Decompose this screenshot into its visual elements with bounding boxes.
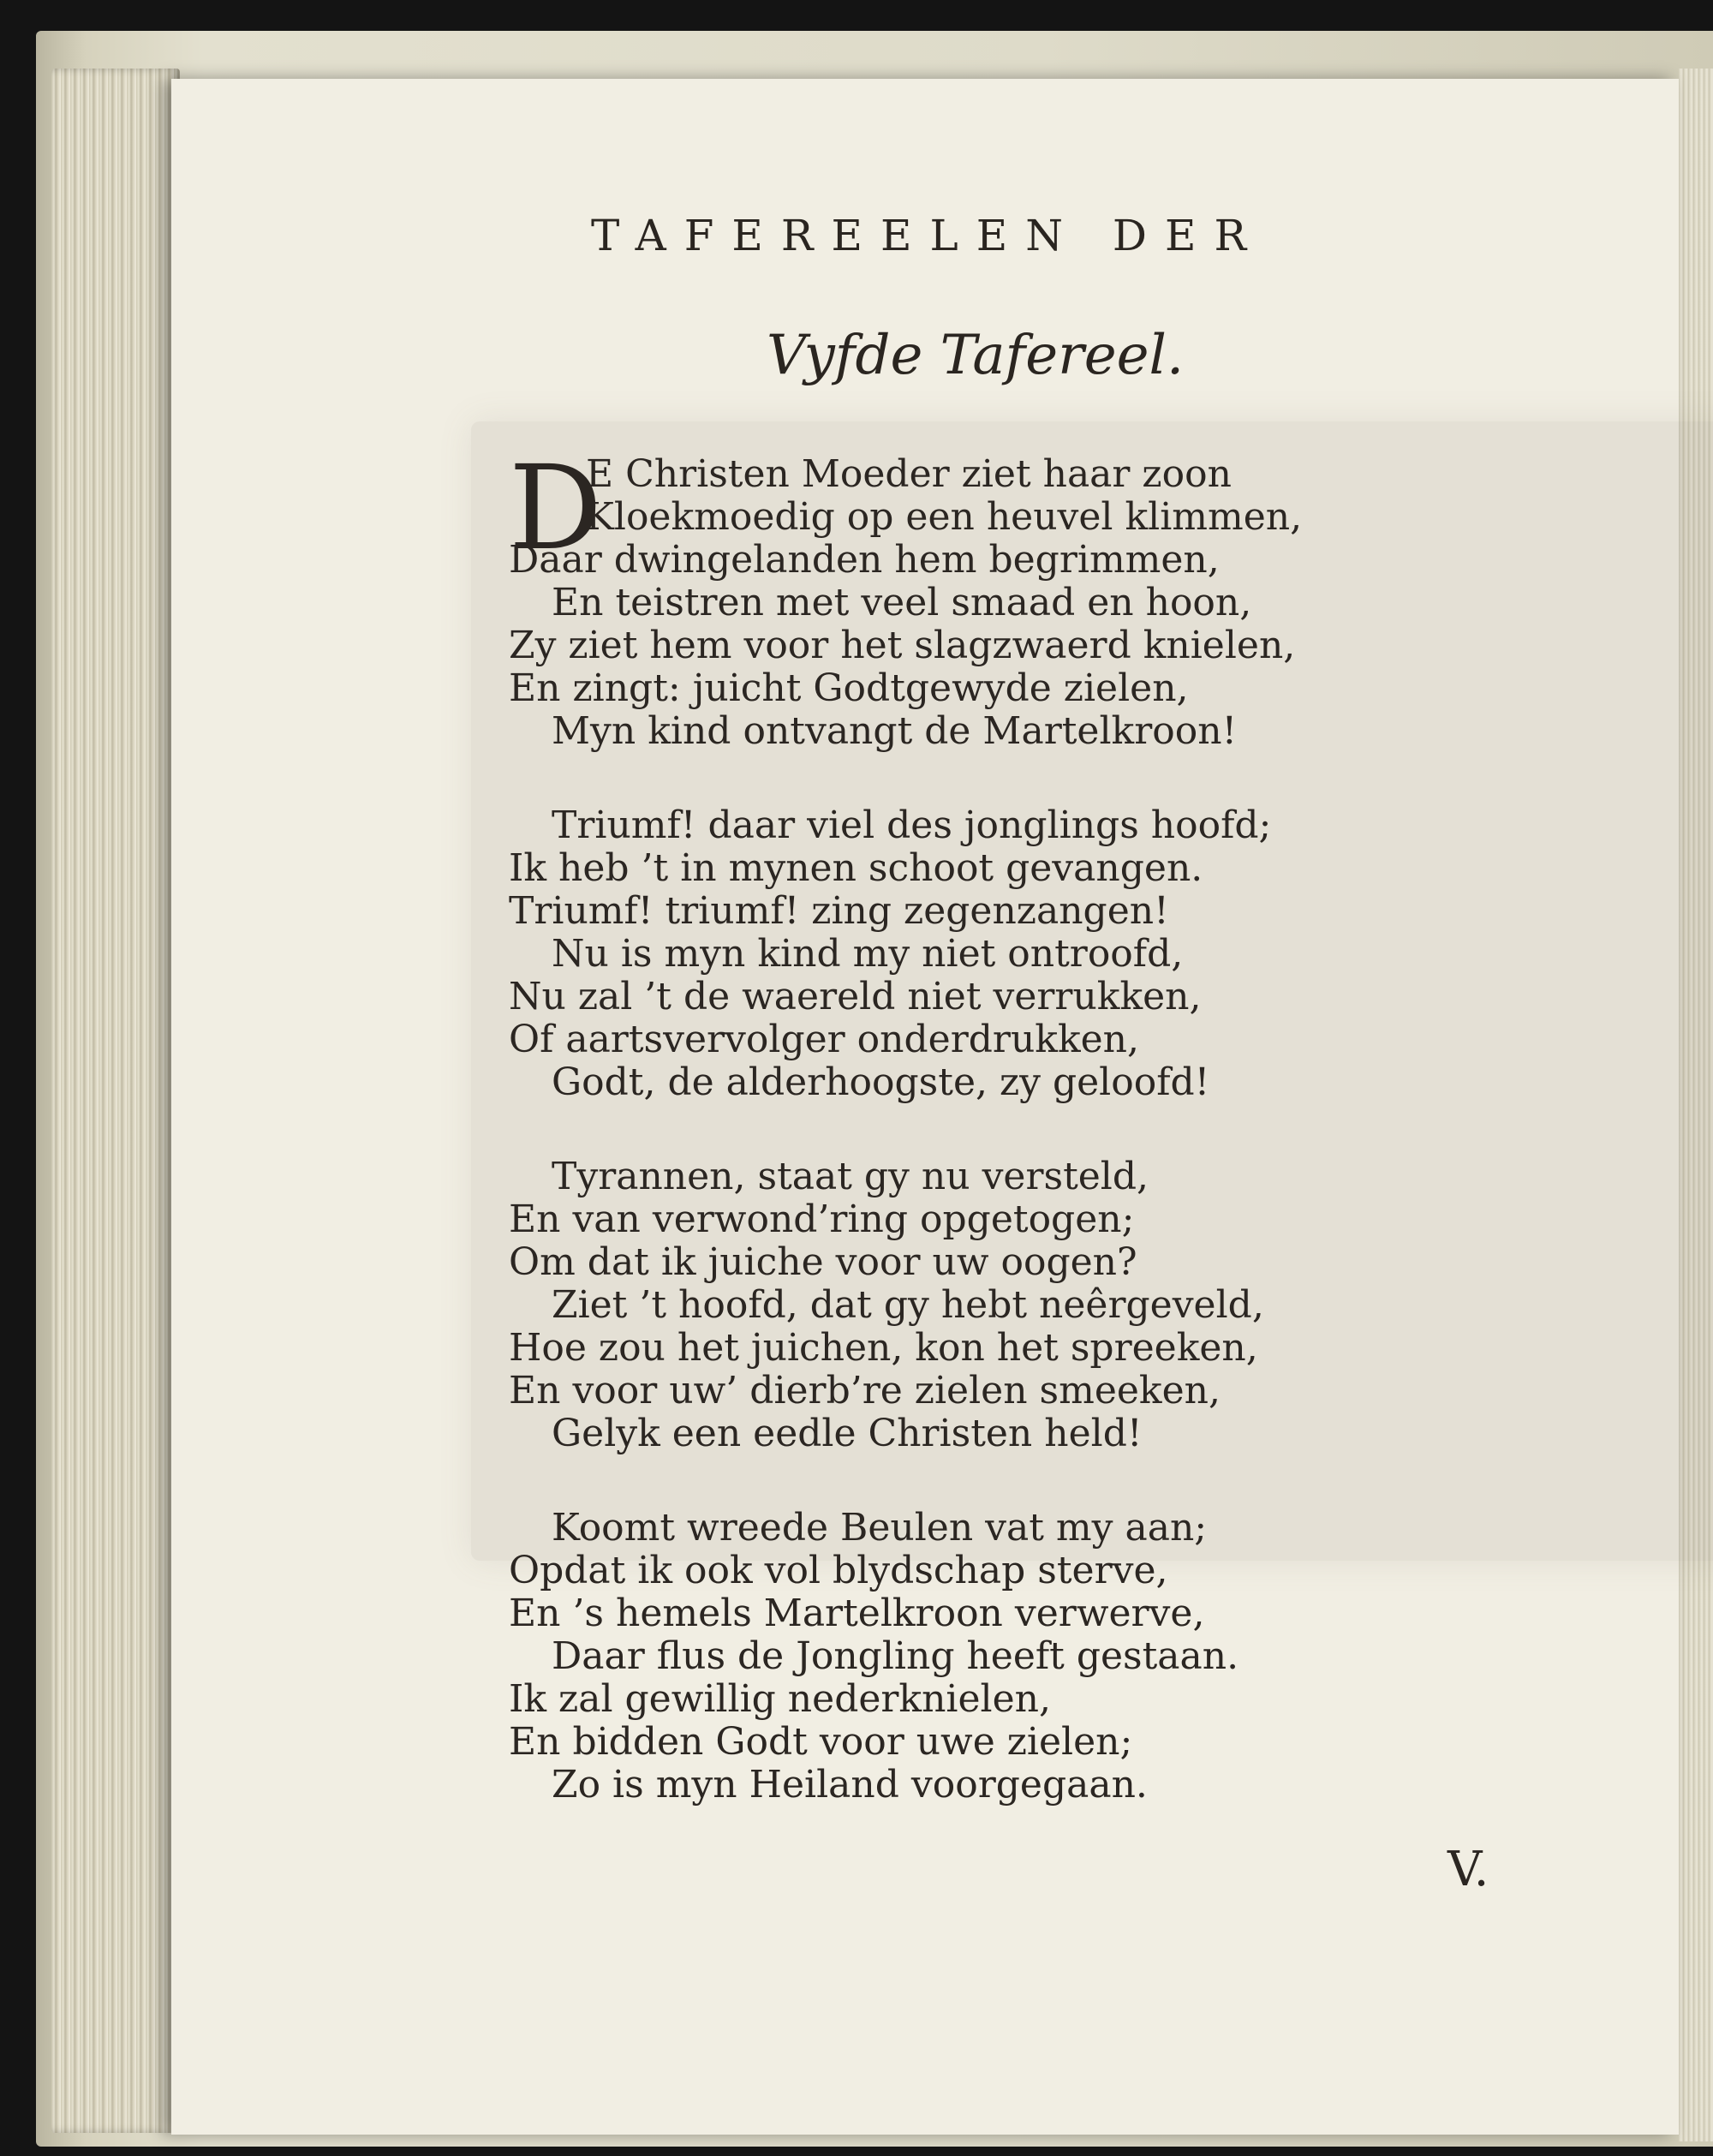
poem-line: Triumf! triumf! zing zegenzangen! — [509, 889, 1169, 933]
poem-line: E Christen Moeder ziet haar zoon — [586, 452, 1232, 496]
poem-line: Tyrannen, staat gy nu versteld, — [552, 1155, 1149, 1198]
book-page — [171, 79, 1679, 2135]
running-head: TAFEREELEN DER — [591, 211, 1265, 260]
poem-line: Daar flus de Jongling heeft gestaan. — [552, 1634, 1239, 1678]
poem-line: Opdat ik ook vol blydschap sterve, — [509, 1549, 1168, 1592]
poem-line: Nu zal ’t de waereld niet verrukken, — [509, 975, 1202, 1018]
poem-line: En zingt: juicht Godtgewyde zielen, — [509, 666, 1189, 710]
poem-line: Of aartsvervolger onderdrukken, — [509, 1018, 1139, 1061]
poem-line: En teistren met veel smaad en hoon, — [552, 581, 1252, 624]
poem-line: Daar dwingelanden hem begrimmen, — [509, 538, 1220, 582]
poem-line: Ziet ’t hoofd, dat gy hebt neêrgeveld, — [552, 1283, 1264, 1327]
poem-line: Ik zal gewillig nederknielen, — [509, 1677, 1051, 1721]
drop-cap: D — [509, 441, 603, 576]
poem-line: Hoe zou het juichen, kon het spreeken, — [509, 1326, 1258, 1370]
poem-line: Godt, de alderhoogste, zy geloofd! — [552, 1060, 1210, 1104]
poem-line: Zy ziet hem voor het slagzwaerd knielen, — [509, 624, 1296, 667]
poem-line: Myn kind ontvangt de Martelkroon! — [552, 709, 1238, 753]
poem-line: Triumf! daar viel des jonglings hoofd; — [552, 803, 1272, 847]
poem-line: En voor uw’ dierb’re zielen smeeken, — [509, 1369, 1221, 1412]
poem-line: En ’s hemels Martelkroon verwerve, — [509, 1592, 1205, 1635]
page-edges-left — [51, 69, 180, 2133]
poem-line: Koomt wreede Beulen vat my aan; — [552, 1506, 1208, 1550]
catchword: V. — [1447, 1842, 1489, 1897]
poem-line: Kloekmoedig op een heuvel klimmen, — [586, 495, 1303, 539]
poem-line: Zo is myn Heiland voorgegaan. — [552, 1763, 1148, 1807]
poem-line: En bidden Godt voor uwe zielen; — [509, 1720, 1133, 1764]
poem-line: Ik heb ’t in mynen schoot gevangen. — [509, 846, 1203, 890]
poem-line: Nu is myn kind my niet ontroofd, — [552, 932, 1184, 976]
poem-line: Gelyk een eedle Christen held! — [552, 1412, 1143, 1455]
section-title: Vyfde Tafereel. — [767, 324, 1185, 387]
poem-line: En van verwond’ring opgetogen; — [509, 1197, 1135, 1241]
poem-line: Om dat ik juiche voor uw oogen? — [509, 1240, 1137, 1284]
